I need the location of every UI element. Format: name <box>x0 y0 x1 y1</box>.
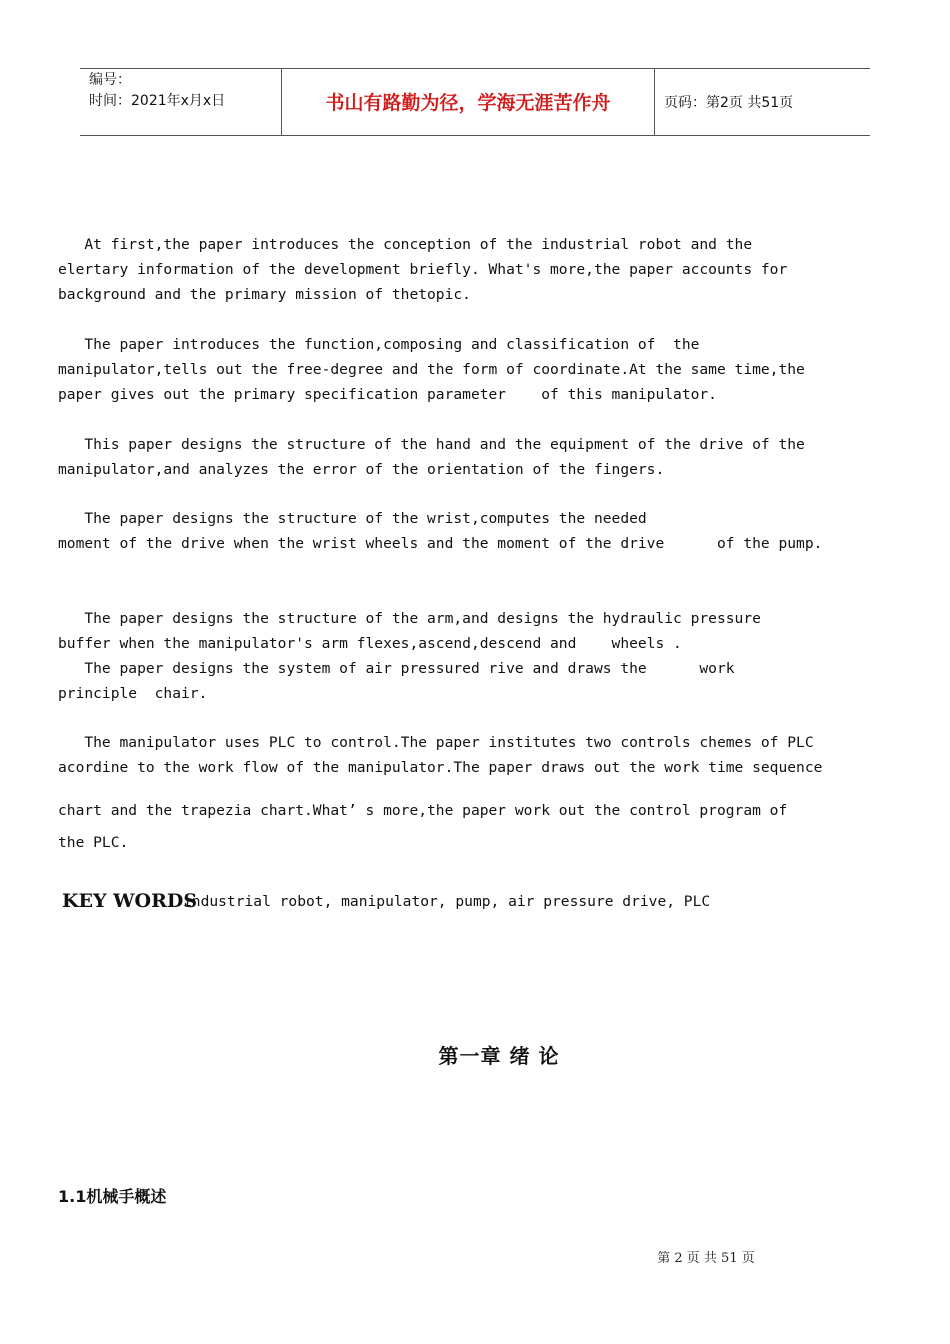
abstract-line: The paper designs the system of air pressured rive and draws the work <box>58 660 735 677</box>
abstract-line: background and the primary mission of thetopic. <box>58 286 471 303</box>
abstract-line: paper gives out the primary specification parameter of this manipulator. <box>58 386 717 403</box>
header-page-info: 页码：第2页 共51页 <box>664 95 794 111</box>
abstract-line: The manipulator uses PLC to control.The paper institutes two controls chemes of PLC <box>58 734 814 751</box>
abstract-line: The paper designs the structure of the arm,and designs the hydraulic pressure <box>58 610 761 627</box>
abstract-line: acordine to the work flow of the manipulator.The paper draws out the work time sequence <box>58 759 823 776</box>
abstract-line: This paper designs the structure of the hand and the equipment of the drive of the <box>58 436 805 453</box>
header-number-label: 编号： <box>89 72 131 88</box>
abstract-line: manipulator,tells out the free-degree and the form of coordinate.At the same time,the <box>58 361 805 378</box>
abstract-line: buffer when the manipulator's arm flexes,ascend,descend and wheels . <box>58 635 682 652</box>
abstract-line: elertary information of the development briefly. What's more,the paper accounts for <box>58 261 788 278</box>
abstract-line: the PLC. <box>58 834 129 851</box>
section-title: 1.1机械手概述 <box>58 1187 167 1206</box>
abstract-line: chart and the trapezia chart.What’ s more,the paper work out the control program of <box>58 802 788 819</box>
header-meta <box>89 70 225 112</box>
keywords-text: industrial robot, manipulator, pump, air pressure drive, PLC <box>183 893 711 910</box>
keywords-label: KEY WORDS <box>62 890 198 912</box>
header-top-rule <box>80 68 870 69</box>
header-bottom-rule <box>80 135 870 136</box>
abstract-line: manipulator,and analyzes the error of the orientation of the fingers. <box>58 461 665 478</box>
header-motto: 书山有路勤为径，学海无涯苦作舟 <box>325 92 611 114</box>
abstract-line: At first,the paper introduces the conception of the industrial robot and the <box>58 236 753 253</box>
header-divider <box>654 68 655 136</box>
abstract-line: principle chair. <box>58 685 208 702</box>
page-footer: 第 2 页 共 51 页 <box>657 1251 755 1266</box>
abstract-line: The paper designs the structure of the wrist,computes the needed <box>58 510 647 527</box>
abstract-line: The paper introduces the function,composing and classification of the <box>58 336 700 353</box>
chapter-title: 第一章 绪 论 <box>438 1044 560 1068</box>
abstract-line: moment of the drive when the wrist wheels and the moment of the drive of the pump. <box>58 535 823 552</box>
header-time-label: 时间：2021年x月x日 <box>89 93 226 109</box>
